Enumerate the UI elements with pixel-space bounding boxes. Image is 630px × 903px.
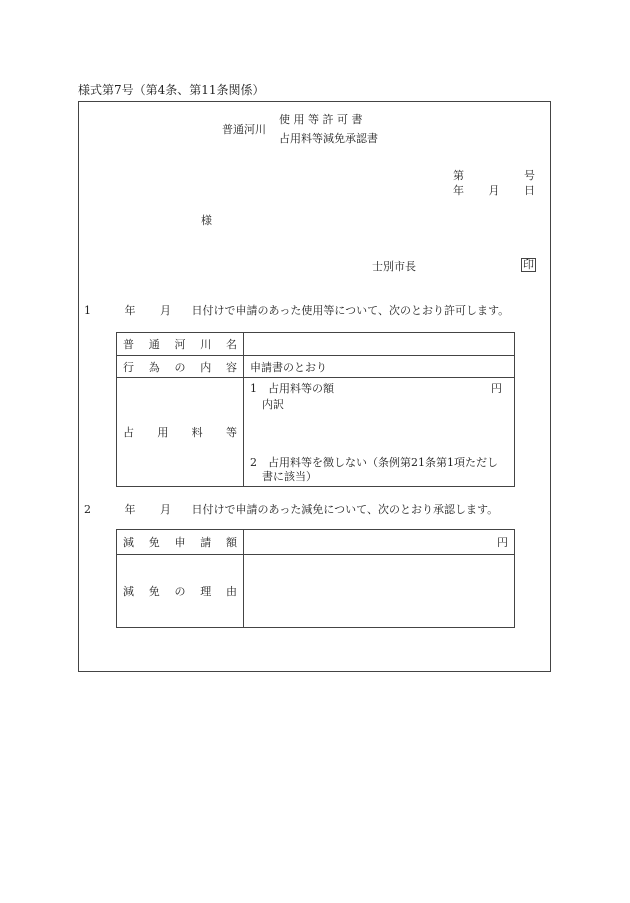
fee-details-cell[interactable]	[244, 378, 515, 487]
row-river-name	[117, 333, 515, 356]
row-activity-content	[117, 356, 515, 378]
fee-label-cell	[117, 378, 244, 487]
row-occupancy-fee	[117, 378, 515, 487]
reason-label-cell	[117, 555, 244, 628]
fee-currency: 円	[491, 382, 502, 395]
river-name-label: 普 通 河 川 名	[123, 338, 237, 351]
fee-amount-item: 1 占用料等の額	[250, 382, 334, 395]
row-reduction-reason	[117, 555, 515, 628]
amount-label-cell	[117, 530, 244, 555]
row-reduction-amount	[117, 530, 515, 555]
doc-date-year: 年	[453, 184, 464, 197]
section2-year: 年	[124, 503, 136, 516]
fee-exemption-line1: 2 占用料等を徴しない（条例第21条第1項ただし	[250, 456, 498, 469]
permit-table	[116, 332, 515, 487]
section2-statement	[84, 501, 498, 517]
section2-text: 日付けで申請のあった減免について、次のとおり承認します。	[191, 503, 499, 516]
reason-value[interactable]	[244, 555, 515, 628]
section1-month: 月	[160, 304, 171, 317]
amount-value[interactable]: 円	[244, 530, 515, 555]
doc-number-prefix: 第	[453, 169, 464, 182]
title-use-permit: 使 用 等 許 可 書	[279, 113, 363, 126]
fee-label: 占 用 料 等	[123, 426, 237, 439]
reason-label: 減 免 の 理 由	[123, 585, 237, 598]
addressee-honorific: 様	[201, 214, 212, 227]
river-type-label: 普通河川	[222, 123, 266, 136]
doc-date	[453, 182, 535, 198]
river-name-label-cell	[117, 333, 244, 356]
doc-date-month: 月	[488, 184, 500, 197]
doc-number	[453, 167, 535, 183]
content-value[interactable]: 申請書のとおり	[244, 356, 515, 378]
amount-label: 減 免 申 請 額	[123, 536, 237, 549]
fee-exemption-line2: 書に該当）	[262, 470, 317, 483]
section1-number: 1	[84, 304, 91, 317]
reduction-table	[116, 529, 515, 628]
doc-date-day: 日	[524, 184, 535, 197]
river-name-value[interactable]	[244, 333, 515, 356]
seal-mark: 印	[523, 258, 534, 271]
section2-number: 2	[84, 503, 91, 516]
section1-year: 年	[124, 304, 136, 317]
content-label: 行 為 の 内 容	[123, 360, 237, 374]
section1-statement	[84, 302, 509, 318]
issuer-title: 士別市長	[372, 260, 416, 273]
content-label-cell	[117, 356, 244, 378]
section1-text: 日付けで申請のあった使用等について、次のとおり許可します。	[191, 304, 510, 317]
fee-breakdown: 内訳	[262, 398, 284, 411]
title-fee-reduction: 占用料等減免承認書	[279, 132, 378, 145]
section2-month: 月	[160, 503, 171, 516]
doc-number-suffix: 号	[524, 169, 535, 182]
form-number: 様式第7号（第4条、第11条関係）	[78, 83, 265, 97]
